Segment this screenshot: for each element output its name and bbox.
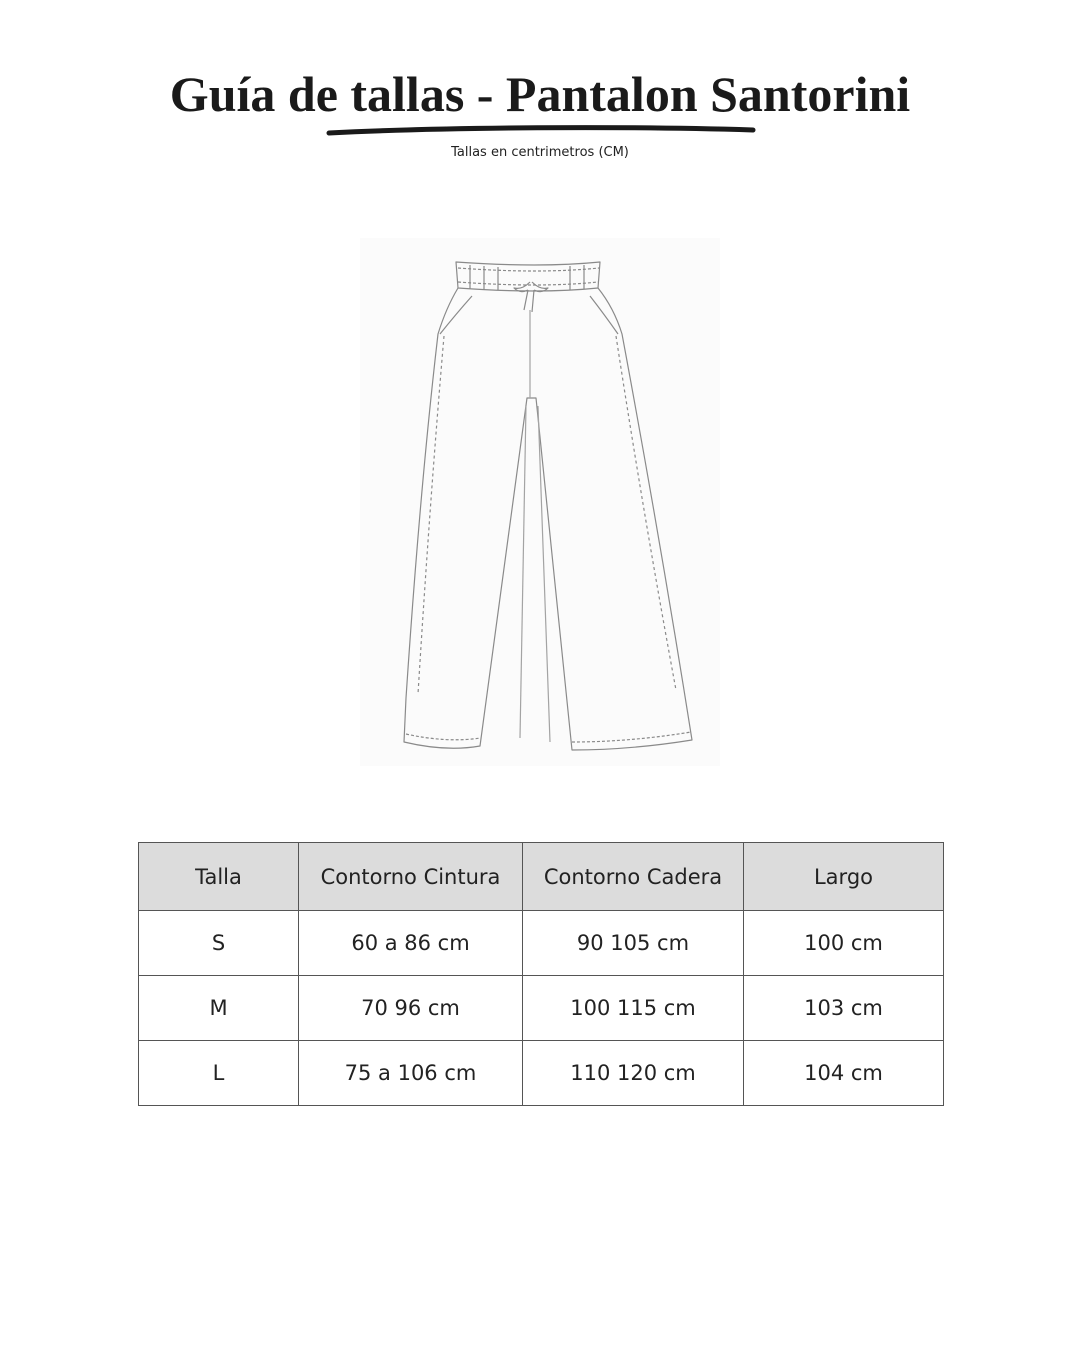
table-cell-cadera: 100 115 cm — [523, 976, 744, 1041]
table-header-row — [139, 843, 944, 911]
table-row — [139, 976, 944, 1041]
table-cell-cintura: 70 96 cm — [299, 976, 523, 1041]
table-cell-talla: L — [139, 1041, 299, 1106]
size-table — [138, 842, 944, 1106]
table-cell-talla: S — [139, 911, 299, 976]
table-cell-cadera: 90 105 cm — [523, 911, 744, 976]
table-row — [139, 1041, 944, 1106]
column-header-contorno-cadera: Contorno Cadera — [523, 843, 744, 911]
column-header-talla: Talla — [139, 843, 299, 911]
table-cell-largo: 103 cm — [744, 976, 944, 1041]
title-underline — [326, 124, 756, 138]
column-header-contorno-cintura: Contorno Cintura — [299, 843, 523, 911]
column-header-largo: Largo — [744, 843, 944, 911]
table-cell-cintura: 75 a 106 cm — [299, 1041, 523, 1106]
table-cell-largo: 100 cm — [744, 911, 944, 976]
table-cell-largo: 104 cm — [744, 1041, 944, 1106]
table-cell-talla: M — [139, 976, 299, 1041]
table-cell-cadera: 110 120 cm — [523, 1041, 744, 1106]
pants-line-drawing-icon — [360, 238, 720, 766]
table-row — [139, 911, 944, 976]
page-title: Guía de tallas - Pantalon Santorini — [169, 66, 911, 122]
subtitle: Tallas en centrimetros (CM) — [451, 145, 629, 160]
pants-illustration — [360, 238, 720, 766]
table-cell-cintura: 60 a 86 cm — [299, 911, 523, 976]
